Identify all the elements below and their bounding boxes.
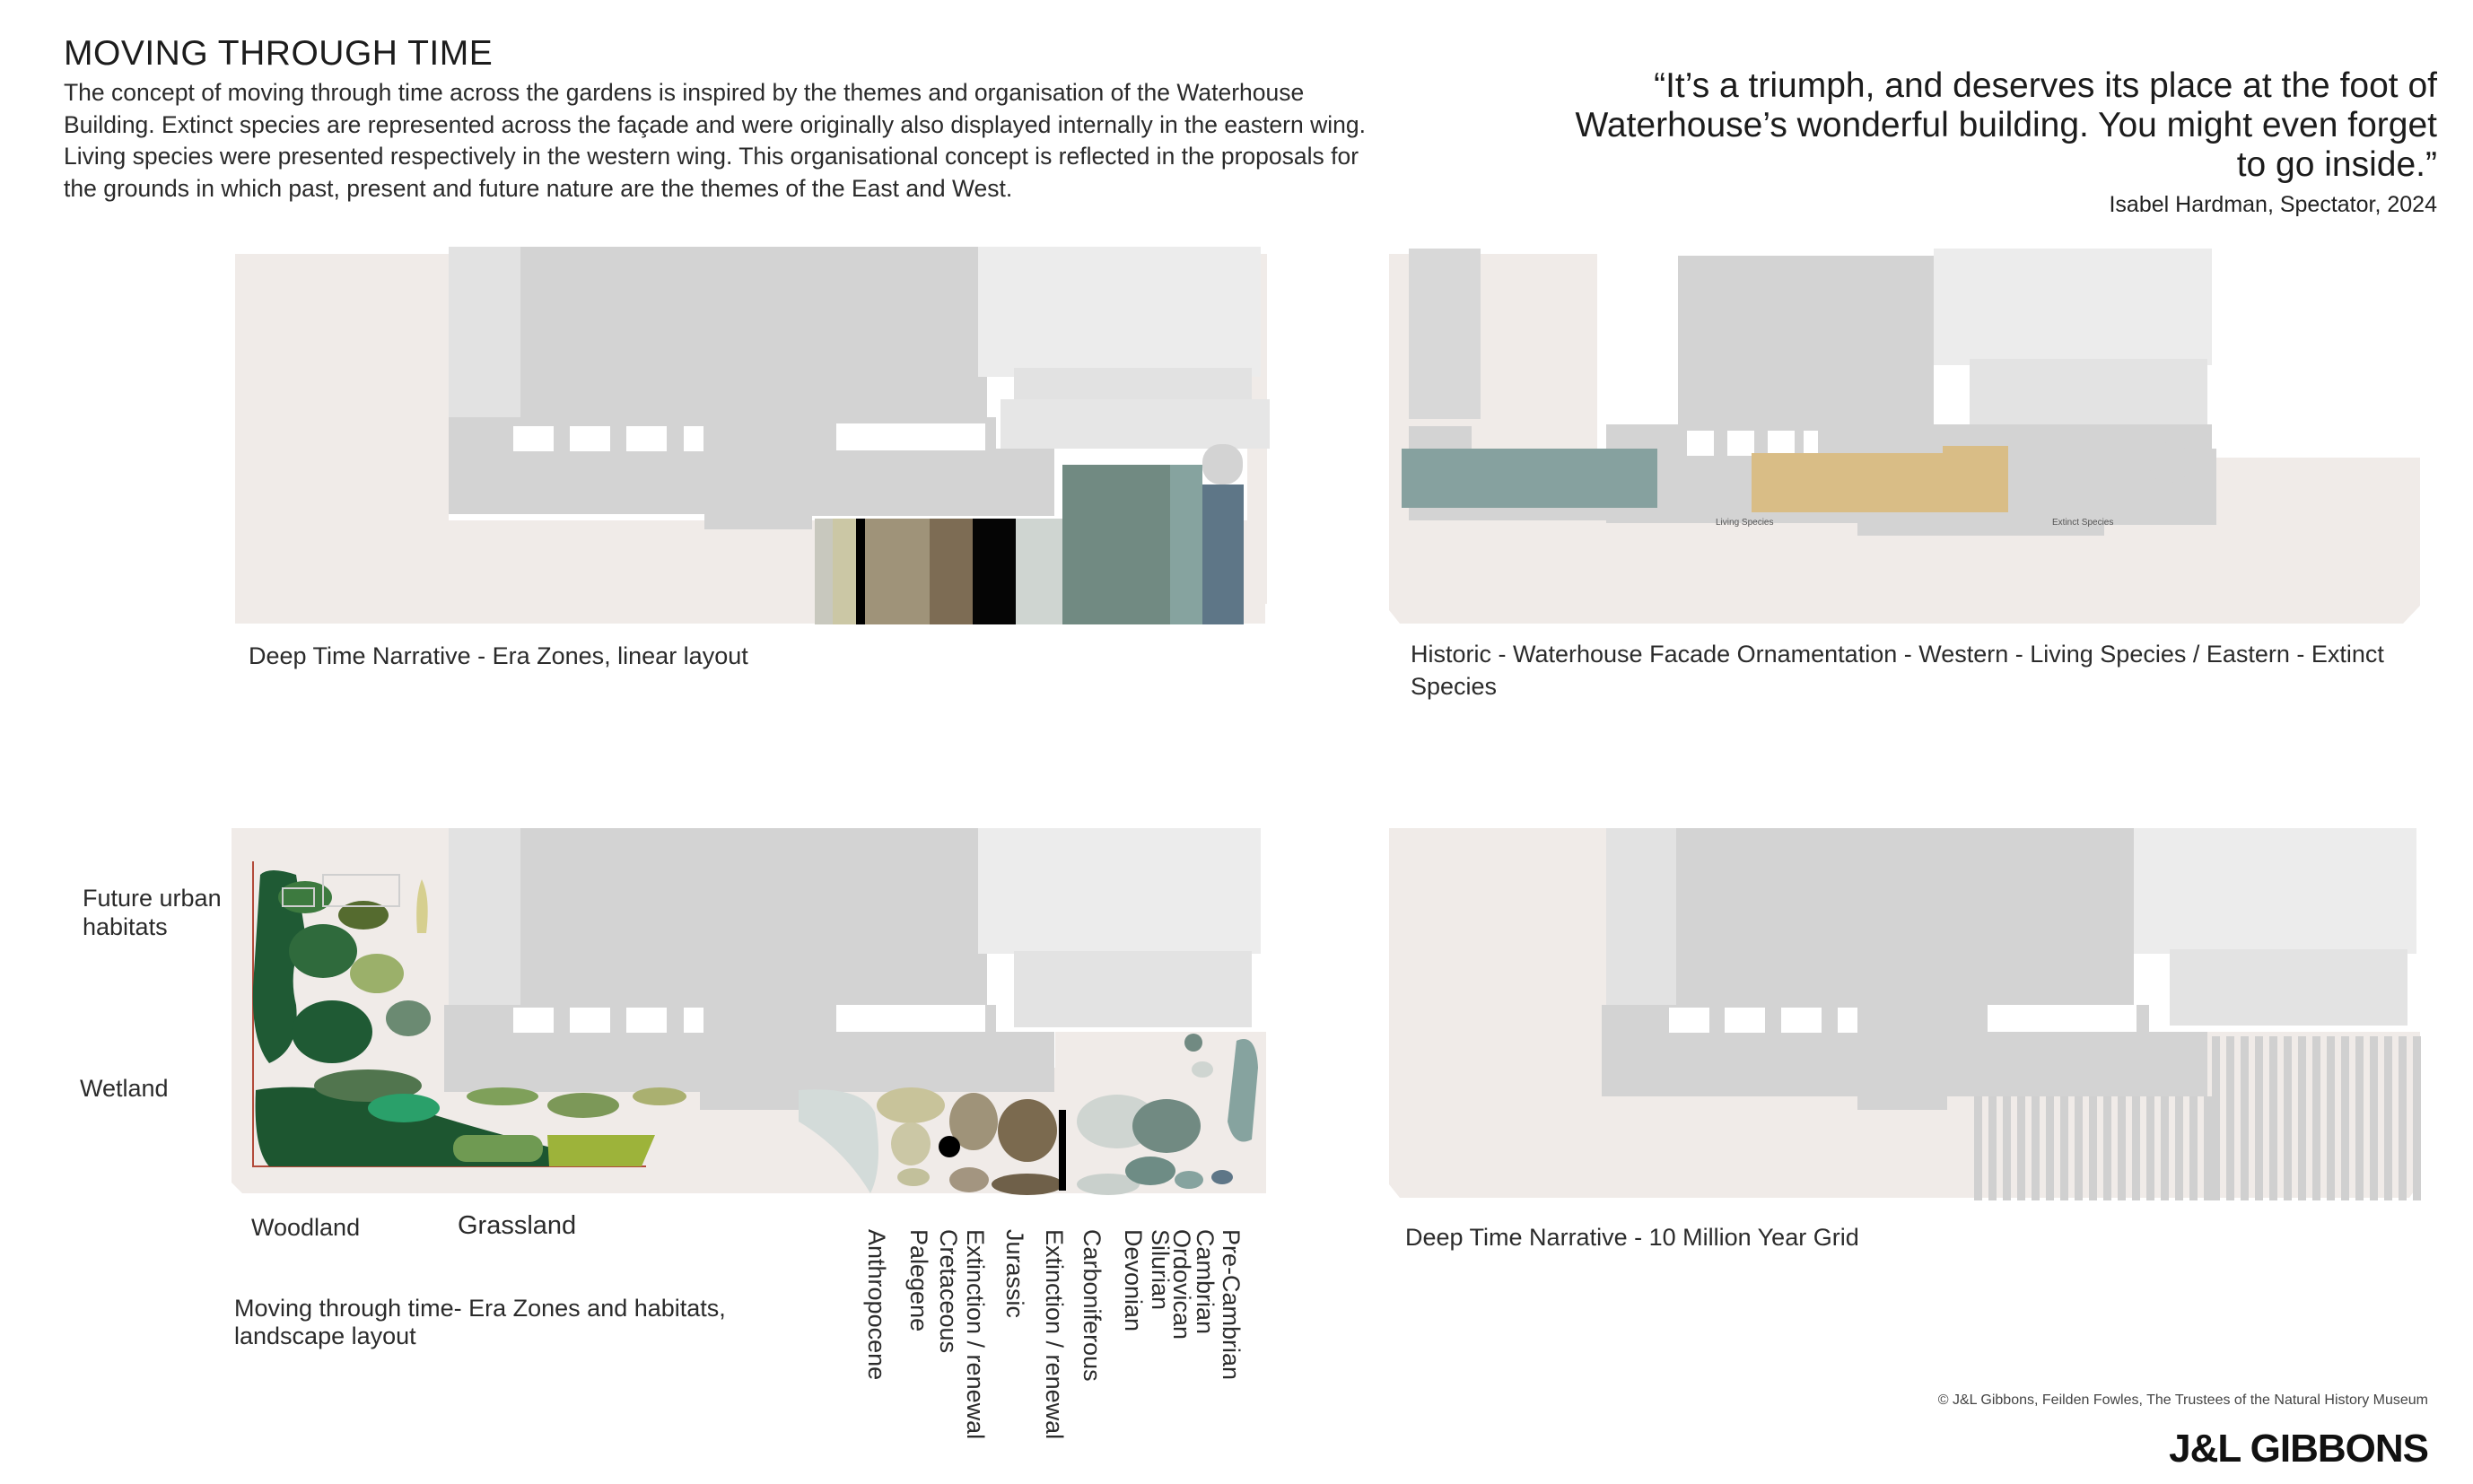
era-label: Pre-Cambrian [1218, 1229, 1245, 1381]
era-label: Cambrian [1192, 1229, 1219, 1335]
living-species-zone [1402, 449, 1657, 508]
caption-landscape-layout: Moving through time- Era Zones and habitats, landscape layout [234, 1295, 726, 1349]
copyright-notice: © J&L Gibbons, Feilden Fowles, The Trustees of the Natural History Museum [1937, 1392, 2428, 1408]
building-central [520, 828, 987, 1021]
extinct-species-zone [1752, 446, 2008, 512]
caption-facade-ornamentation: Historic - Waterhouse Facade Ornamentation - Western - Living Species / Eastern - Extinct Species [1411, 641, 2384, 700]
label-future-urban-habitats: Future urban habitats [83, 885, 222, 940]
era-label: Carboniferous [1079, 1229, 1105, 1382]
plan-era-zones-linear [235, 247, 1270, 624]
building-central [1676, 828, 2134, 1021]
label-wetland: Wetland [80, 1075, 169, 1102]
extinction-marker [939, 1136, 960, 1157]
building-east-wing [978, 247, 1261, 377]
plan-time-grid [1389, 828, 2421, 1200]
building-central [520, 247, 987, 440]
extinct-species-label: Extinct Species [2052, 518, 2114, 528]
company-logo: J&L GIBBONS [2169, 1427, 2428, 1471]
era-label: Extinction / renewal [1041, 1229, 1068, 1440]
era-label: Devonian [1120, 1229, 1147, 1332]
label-grassland: Grassland [458, 1211, 577, 1240]
era-label: Extinction / renewal [962, 1229, 989, 1440]
label-woodland: Woodland [251, 1214, 361, 1241]
era-label: Ordovican [1168, 1229, 1195, 1340]
quote-attribution: Isabel Hardman, Spectator, 2024 [2109, 192, 2437, 217]
building-west-block [1409, 249, 1481, 419]
living-species-label: Living Species [1716, 518, 1774, 528]
extinction-line [1059, 1110, 1066, 1191]
era-label: Jurassic [1001, 1229, 1028, 1319]
intro-paragraph: The concept of moving through time across the gardens is inspired by the themes and organisation of the Waterhouse Building. Extinct species are represented across the façade and were originally also displayed internally in the eastern wing. Living species were presented respectively in the western wing. This organisational concept is reflected in the proposals for the grounds in which past, present and future nature are the themes of the East and West. [64, 79, 1366, 202]
plan-facade-ornamentation [1389, 249, 2420, 624]
caption-era-zones-linear: Deep Time Narrative - Era Zones, linear layout [249, 642, 748, 669]
era-label: Palegene [905, 1229, 932, 1332]
page-title: MOVING THROUGH TIME [64, 34, 494, 73]
caption-time-grid: Deep Time Narrative - 10 Million Year Grid [1405, 1224, 1859, 1251]
grassland-zone [453, 1135, 543, 1162]
era-label: Anthropocene [863, 1229, 890, 1381]
era-label: Cretaceous [935, 1229, 962, 1354]
building-east-wing [1934, 249, 2212, 365]
era-label: Silurian [1147, 1229, 1174, 1311]
plan-landscape-layout [232, 828, 1266, 1195]
quote-text: “It’s a triumph, and deserves its place at the foot of Waterhouse’s wonderful building. You might even forget to go inside.” [1575, 66, 2437, 184]
